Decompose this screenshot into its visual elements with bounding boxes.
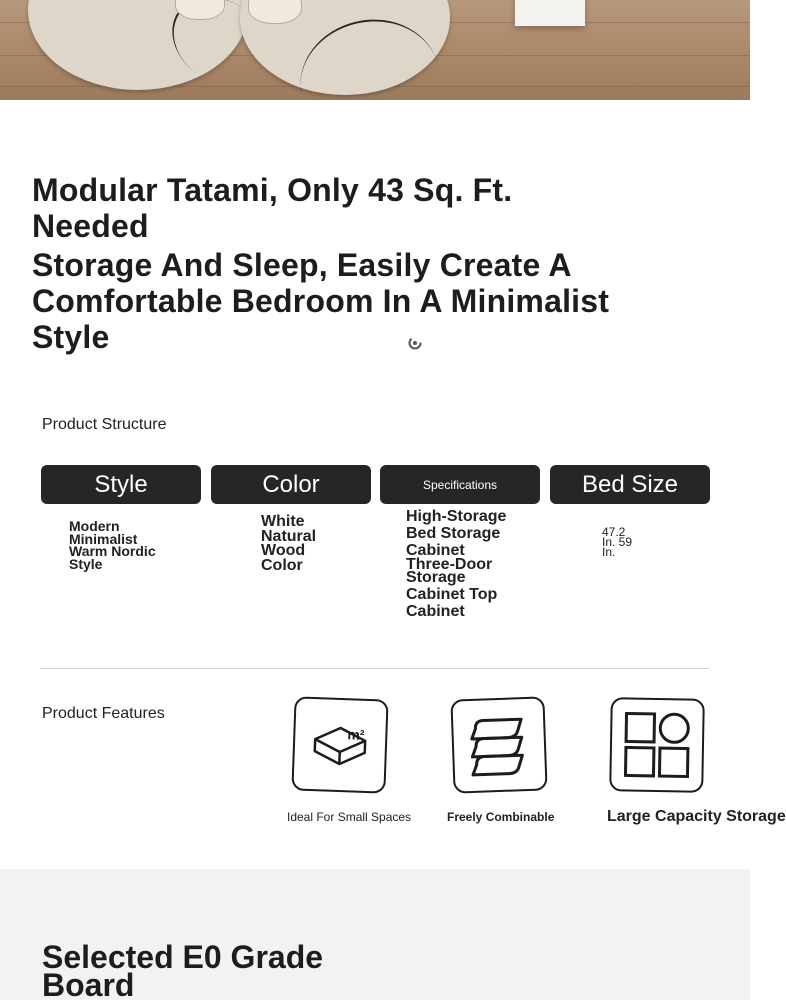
area-unit-text: m² xyxy=(347,726,365,743)
cabinet-corner xyxy=(515,0,585,26)
spec-value: Minimalist xyxy=(69,530,138,547)
tab-style[interactable] xyxy=(41,465,201,504)
spec-value: Warm Nordic xyxy=(69,543,156,559)
area-m2-icon xyxy=(291,696,388,793)
spec-value: Modern xyxy=(69,518,120,534)
spec-value: In. 59 xyxy=(602,535,633,549)
spec-value: Bed Storage xyxy=(406,525,501,542)
section-label-structure: Product Structure xyxy=(42,416,167,433)
loading-spinner-icon xyxy=(408,336,422,350)
tab-color[interactable] xyxy=(211,465,371,504)
spec-value: Cabinet Top xyxy=(406,586,498,603)
tab-label: Specifications xyxy=(422,477,498,492)
storage-grid-icon xyxy=(609,697,705,793)
spec-value: Storage xyxy=(406,569,466,586)
section-label-features: Product Features xyxy=(42,705,165,722)
section-divider xyxy=(40,668,709,669)
tab-label: Style xyxy=(94,470,148,498)
stacked-layers-icon-graphic xyxy=(452,698,545,791)
specification-values xyxy=(406,508,506,620)
spec-value: White xyxy=(261,513,305,530)
tab-specifications[interactable] xyxy=(380,465,540,504)
headline-line-1: Modular Tatami, Only 43 Sq. Ft. Needed xyxy=(32,172,513,244)
spec-value: Wood xyxy=(261,542,306,559)
style-values xyxy=(69,520,156,570)
tab-bed-size[interactable] xyxy=(550,465,710,504)
feature-label-small-spaces: Ideal For Small Spaces xyxy=(287,810,412,824)
area-m2-icon-graphic xyxy=(293,698,386,791)
spec-value: Natural xyxy=(261,527,317,545)
spec-value: Style xyxy=(69,555,103,572)
hero-photo xyxy=(0,0,750,100)
spec-value: Color xyxy=(261,556,303,574)
page-title xyxy=(32,172,712,355)
material-section xyxy=(0,869,750,1003)
spec-value: Cabinet xyxy=(406,603,465,620)
storage-grid-icon-graphic xyxy=(611,699,703,791)
bed-size-values xyxy=(602,527,632,557)
color-values xyxy=(261,515,316,573)
spec-value: Cabinet xyxy=(406,542,465,559)
spec-value: Three-Door xyxy=(406,556,493,573)
feature-label-combinable: Freely Combinable xyxy=(447,810,555,824)
feature-label-storage: Large Capacity Storage xyxy=(607,808,786,825)
headline-line-2: Storage And Sleep, Easily Create A Comfortable Bedroom In A Minimalist Style xyxy=(32,247,610,355)
tab-label: Color xyxy=(262,470,320,498)
spec-value: 47.2 xyxy=(602,525,626,539)
tab-label: Bed Size xyxy=(581,470,679,498)
material-title: Selected E0 Grade Board xyxy=(42,939,324,1003)
spec-value: High-Storage xyxy=(406,508,507,525)
spec-value: In. xyxy=(602,545,616,559)
stacked-layers-icon xyxy=(450,696,547,793)
